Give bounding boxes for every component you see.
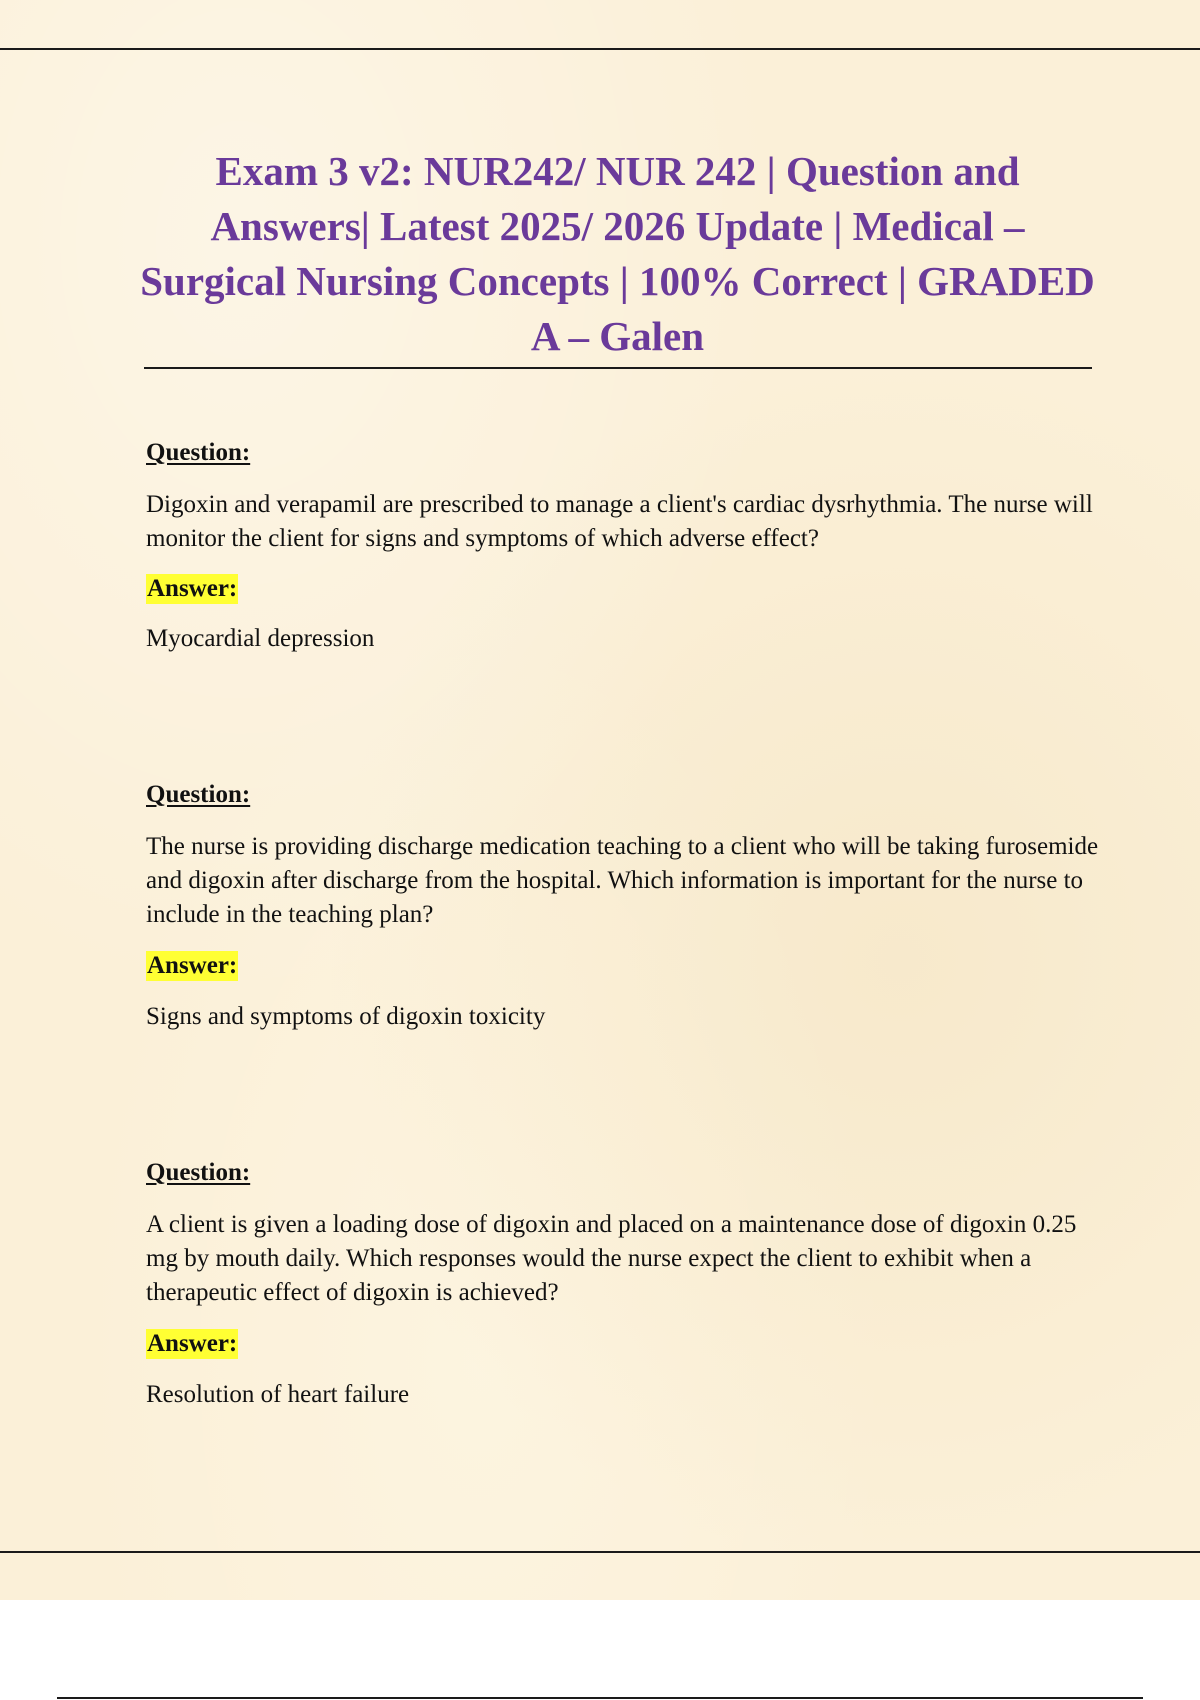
question-label: Question:	[146, 1159, 251, 1186]
top-rule	[0, 48, 1200, 50]
answer-label: Answer:	[147, 1330, 238, 1357]
question-label: Question:	[146, 781, 251, 808]
bottom-rule	[0, 1551, 1200, 1553]
qa-item-1	[146, 438, 1106, 668]
question-text: Digoxin and verapamil are prescribed to manage a client's cardiac dysrhythmia. The nurse will monitor the client for signs and symptoms of which adverse effect?	[146, 491, 1093, 552]
footer-rule	[57, 1697, 1143, 1699]
answer-text: Myocardial depression	[146, 625, 375, 652]
qa-item-3	[146, 1158, 1106, 1418]
document-title: Exam 3 v2: NUR242/ NUR 242 | Question and Answers| Latest 2025/ 2026 Update | Medical – Surgical Nursing Concepts | 100% Correct | GRADED A – Galen	[140, 148, 1095, 359]
answer-label: Answer:	[147, 575, 238, 602]
qa-item-2	[146, 780, 1106, 1040]
question-text: The nurse is providing discharge medication teaching to a client who will be taking furosemide and digoxin after discharge from the hospital. Which information is important for the nurse to include in the teaching plan?	[146, 833, 1099, 928]
question-label: Question:	[146, 439, 251, 466]
question-text: A client is given a loading dose of digoxin and placed on a maintenance dose of digoxin 0.25 mg by mouth daily. Which responses would the nurse expect the client to exhibit when a therapeutic effect of digoxin is achieved?	[146, 1211, 1077, 1306]
answer-text: Resolution of heart failure	[146, 1381, 410, 1408]
answer-label: Answer:	[147, 952, 238, 979]
answer-text: Signs and symptoms of digoxin toxicity	[146, 1003, 546, 1030]
title-underline	[144, 367, 1092, 369]
